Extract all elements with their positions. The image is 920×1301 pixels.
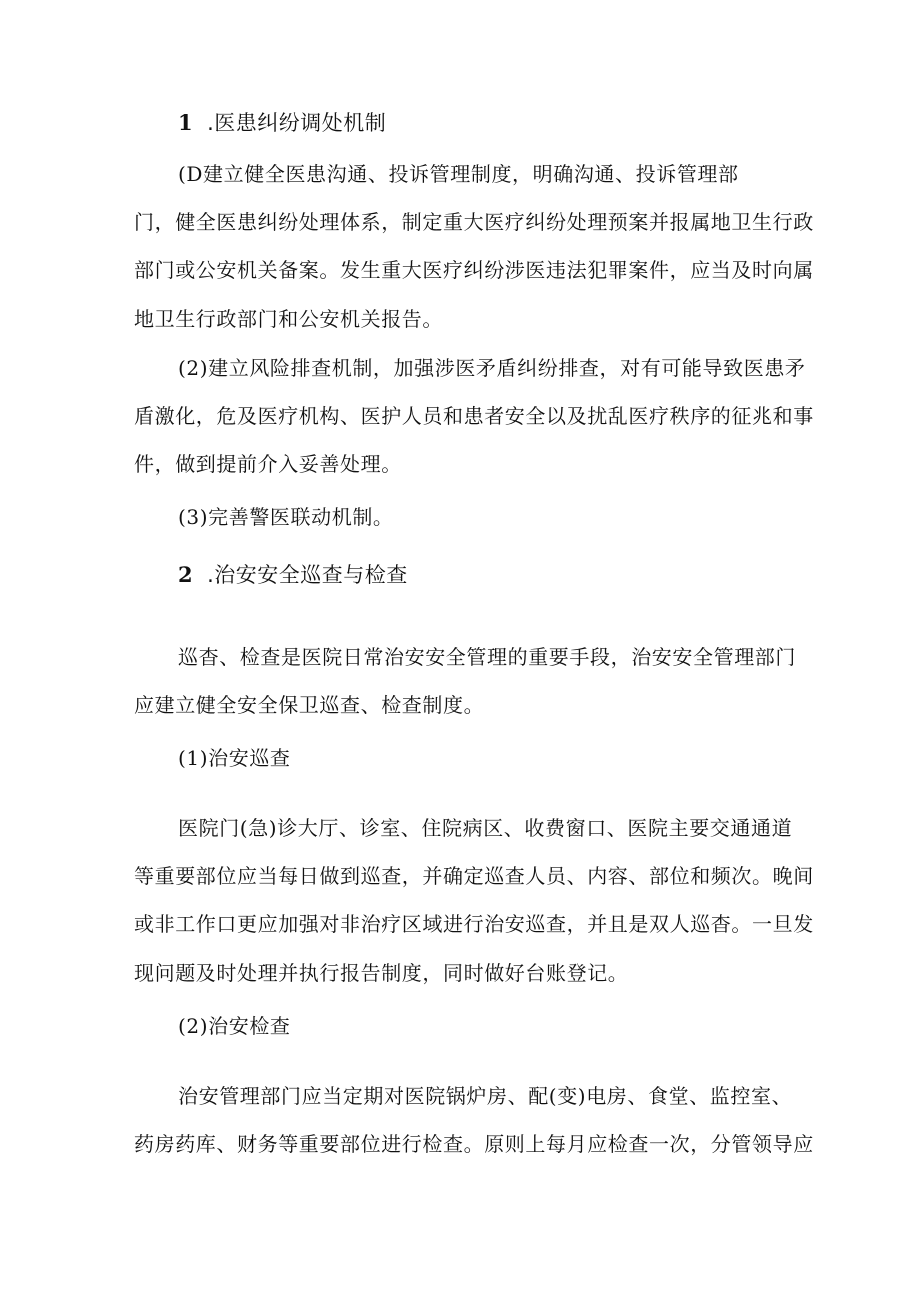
paragraph-line: 巡杳、检查是医院日常治安安全管理的重要手段，治安安全管理部门 (178, 645, 796, 669)
section-1-number: 1 (178, 110, 194, 135)
paragraph-line: (2)建立风险排查机制，加强涉医矛盾纠纷排查，对有可能导致医患矛 (178, 356, 806, 380)
paragraph-line: 医院门(急)诊大厅、诊室、住院病区、收费窗口、医院主要交通通道 (178, 816, 793, 840)
paragraph-line: (3)完善警医联动机制。 (178, 505, 394, 529)
paragraph-line: 或非工作口更应加强对非治疗区域进行治安巡查，并且是双人巡杳。一旦发 (134, 912, 814, 936)
section-2-number: 2 (178, 562, 194, 587)
paragraph-line: (D建立健全医患沟通、投诉管理制度，明确沟通、投诉管理部 (178, 162, 739, 186)
paragraph-line: 药房药库、财务等重要部位进行检查。原则上每月应检查一次，分管领导应 (134, 1132, 814, 1156)
section-2-heading (178, 562, 408, 588)
section-2-title: .治安安全巡查与检查 (207, 563, 408, 587)
paragraph-line: 部门或公安机关备案。发生重大医疗纠纷涉医违法犯罪案件，应当及时向属 (134, 258, 814, 282)
paragraph-line: 盾激化，危及医疗机构、医护人员和患者安全以及扰乱医疗秩序的征兆和事 (134, 404, 814, 428)
paragraph-line: 应建立健全安全保卫巡查、检查制度。 (134, 693, 485, 717)
paragraph-line: 件，做到提前介入妥善处理。 (134, 452, 402, 476)
subsection-title: (2)治安检查 (178, 1014, 291, 1038)
paragraph-line: 门，健全医患纠纷处理体系，制定重大医疗纠纷处理预案并报属地卫生行政 (134, 210, 814, 234)
paragraph-line: 地卫生行政部门和公安机关报告。 (134, 307, 443, 331)
subsection-title: (1)治安巡查 (178, 746, 291, 770)
section-1-title: .医患纠纷调处机制 (207, 111, 387, 135)
section-1-heading (178, 110, 386, 136)
paragraph-line: 治安管理部门应当定期对医院锅炉房、配(变)电房、食堂、监控室、 (178, 1084, 793, 1108)
paragraph-line: 现问题及时处理并执行报告制度，同时做好台账登记。 (134, 961, 629, 985)
paragraph-line: 等重要部位应当每日做到巡查，并确定巡查人员、内容、部位和频次。晚间 (134, 864, 814, 888)
